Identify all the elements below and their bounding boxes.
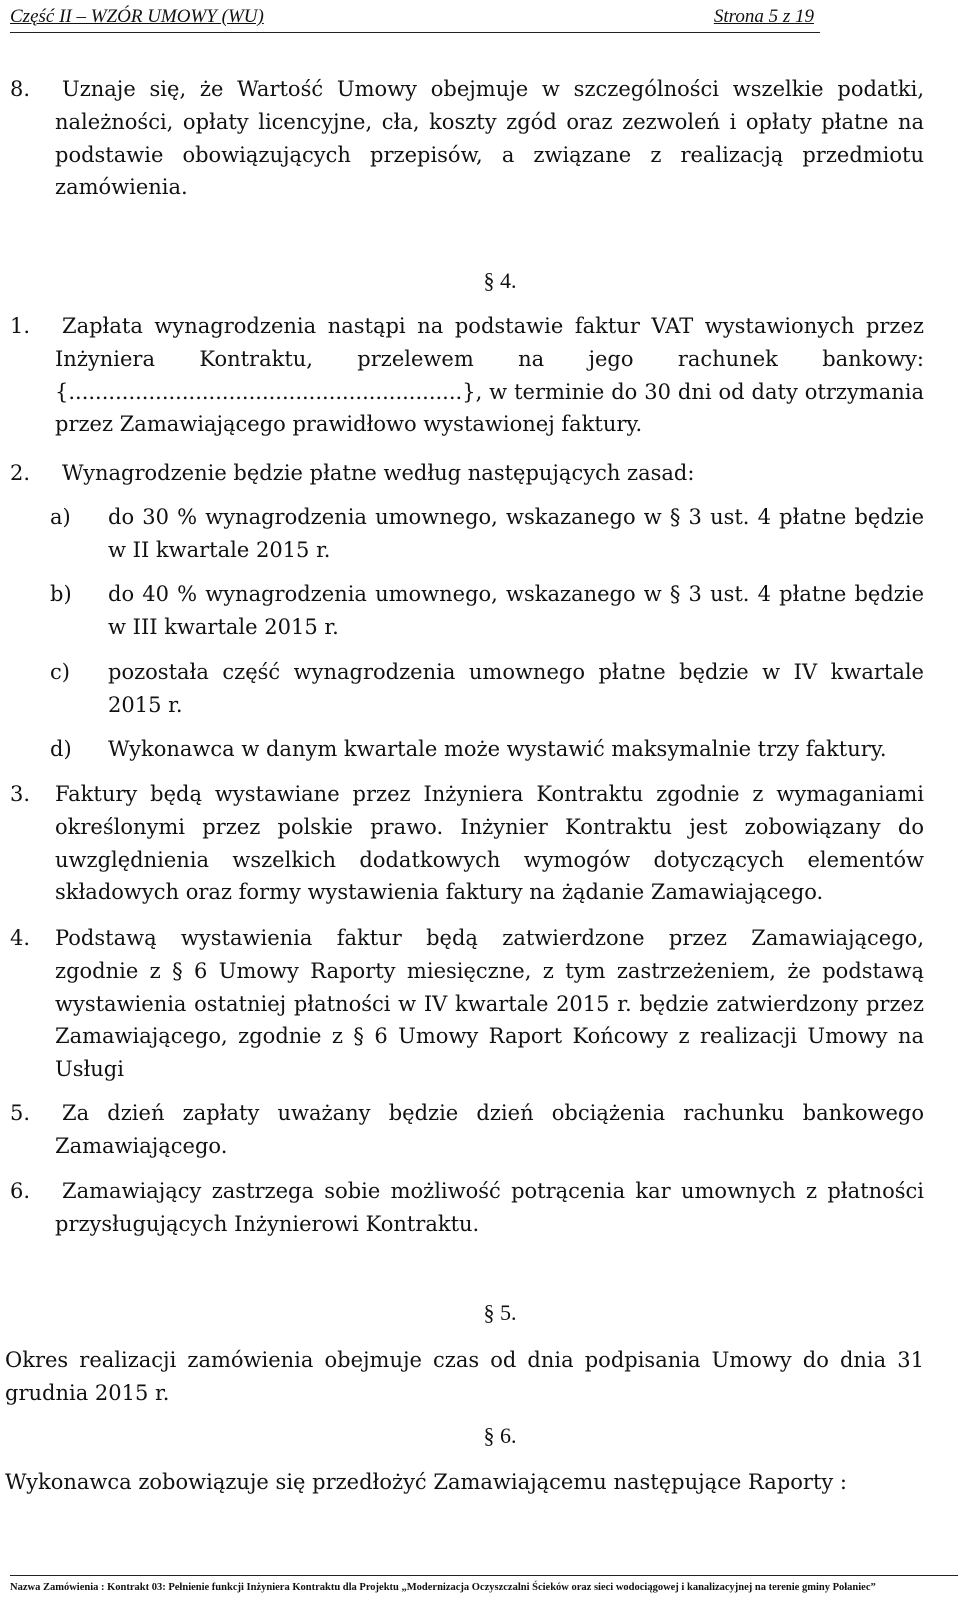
s4-subitem-c-letter: c)	[50, 660, 70, 684]
s4-item-3-number: 3.	[10, 782, 31, 806]
header-part-title: Część II – WZÓR UMOWY (WU)	[10, 6, 264, 27]
s4-subitem-b-letter: b)	[50, 582, 72, 606]
para-8-first-line: Uznaje się, że Wartość Umowy obejmuje w szczególności wszelkie podatki,	[62, 77, 924, 101]
para-8-number: 8.	[10, 77, 31, 101]
section-6-text: Wykonawca zobowiązuje się przedłożyć Zamawiającemu następujące Raporty :	[5, 1470, 847, 1494]
s4-item-6-first-line: Zamawiający zastrzega sobie możliwość potrącenia kar umownych z płatności	[62, 1179, 924, 1203]
section-4-heading: § 4.	[483, 268, 517, 293]
s4-item-4-first-line: Podstawą wystawienia faktur będą zatwierdzone przez Zamawiającego,	[55, 926, 924, 950]
s4-item-1-text: Inżyniera Kontraktu, przelewem na jego rachunek bankowy: {...........................................................}, w terminie do 30 dni od daty otrzymania przez Zamawiającego prawidłowo wystawionej faktury.	[55, 347, 924, 436]
s4-item-6-number: 6.	[10, 1179, 31, 1203]
s4-item-2-text: Wynagrodzenie będzie płatne według następujących zasad:	[62, 461, 695, 485]
s4-subitem-a-letter: a)	[50, 505, 71, 529]
s4-subitem-d-letter: d)	[50, 737, 72, 761]
s4-subitem-c-text: pozostała część wynagrodzenia umownego płatne będzie w IV kwartale 2015 r.	[108, 660, 924, 717]
section-5-text: Okres realizacji zamówienia obejmuje czas od dnia podpisania Umowy do dnia 31 grudnia 2015 r.	[5, 1348, 924, 1405]
header-page-number: Strona 5 z 19	[713, 6, 814, 27]
s4-subitem-d-text: Wykonawca w danym kwartale może wystawić maksymalnie trzy faktury.	[108, 737, 887, 761]
s4-item-4-text: zgodnie z § 6 Umowy Raporty miesięczne, z tym zastrzeżeniem, że podstawą wystawienia ostatniej płatności w IV kwartale 2015 r. będzie zatwierdzony przez Zamawiającego, zgodnie z § 6 Umowy Raport Końcowy z realizacji Umowy na Usługi	[55, 959, 924, 1081]
section-6-heading: § 6.	[483, 1423, 517, 1448]
para-8-text: należności, opłaty licencyjne, cła, koszty zgód oraz zezwoleń i opłaty płatne na podstawie obowiązujących przepisów, a związane z realizacją przedmiotu zamówienia.	[55, 110, 924, 199]
s4-item-2-number: 2.	[10, 461, 31, 485]
page-header	[10, 4, 820, 33]
s4-item-5-first-line: Za dzień zapłaty uważany będzie dzień obciążenia rachunku bankowego	[62, 1101, 924, 1125]
s4-item-5-text: Zamawiającego.	[55, 1134, 228, 1158]
s4-subitem-b-text: do 40 % wynagrodzenia umownego, wskazanego w § 3 ust. 4 płatne będzie w III kwartale 2015 r.	[108, 582, 924, 639]
section-5-heading: § 5.	[483, 1300, 517, 1325]
s4-item-5-number: 5.	[10, 1101, 31, 1125]
s4-item-3-text: określonymi przez polskie prawo. Inżynier Kontraktu jest zobowiązany do uwzględnienia wszelkich dodatkowych wymogów dotyczących elementów składowych oraz formy wystawienia faktury na żądanie Zamawiającego.	[55, 815, 924, 904]
s4-item-4-number: 4.	[10, 926, 31, 950]
page-footer: Nazwa Zamówienia : Kontrakt 03: Pełnienie funkcji Inżyniera Kontraktu dla Projektu „Modernizacja Oczyszczalni Ścieków oraz sieci wodociągowej i kanalizacyjnej na terenie gminy Połaniec”	[10, 1575, 958, 1595]
s4-item-3-first-line: Faktury będą wystawiane przez Inżyniera Kontraktu zgodnie z wymaganiami	[55, 782, 924, 806]
s4-item-6-text: przysługujących Inżynierowi Kontraktu.	[55, 1212, 480, 1236]
s4-item-1-number: 1.	[10, 314, 31, 338]
s4-item-1-first-line: Zapłata wynagrodzenia nastąpi na podstawie faktur VAT wystawionych przez	[62, 314, 924, 338]
s4-subitem-a-text: do 30 % wynagrodzenia umownego, wskazanego w § 3 ust. 4 płatne będzie w II kwartale 2015 r.	[108, 505, 924, 562]
